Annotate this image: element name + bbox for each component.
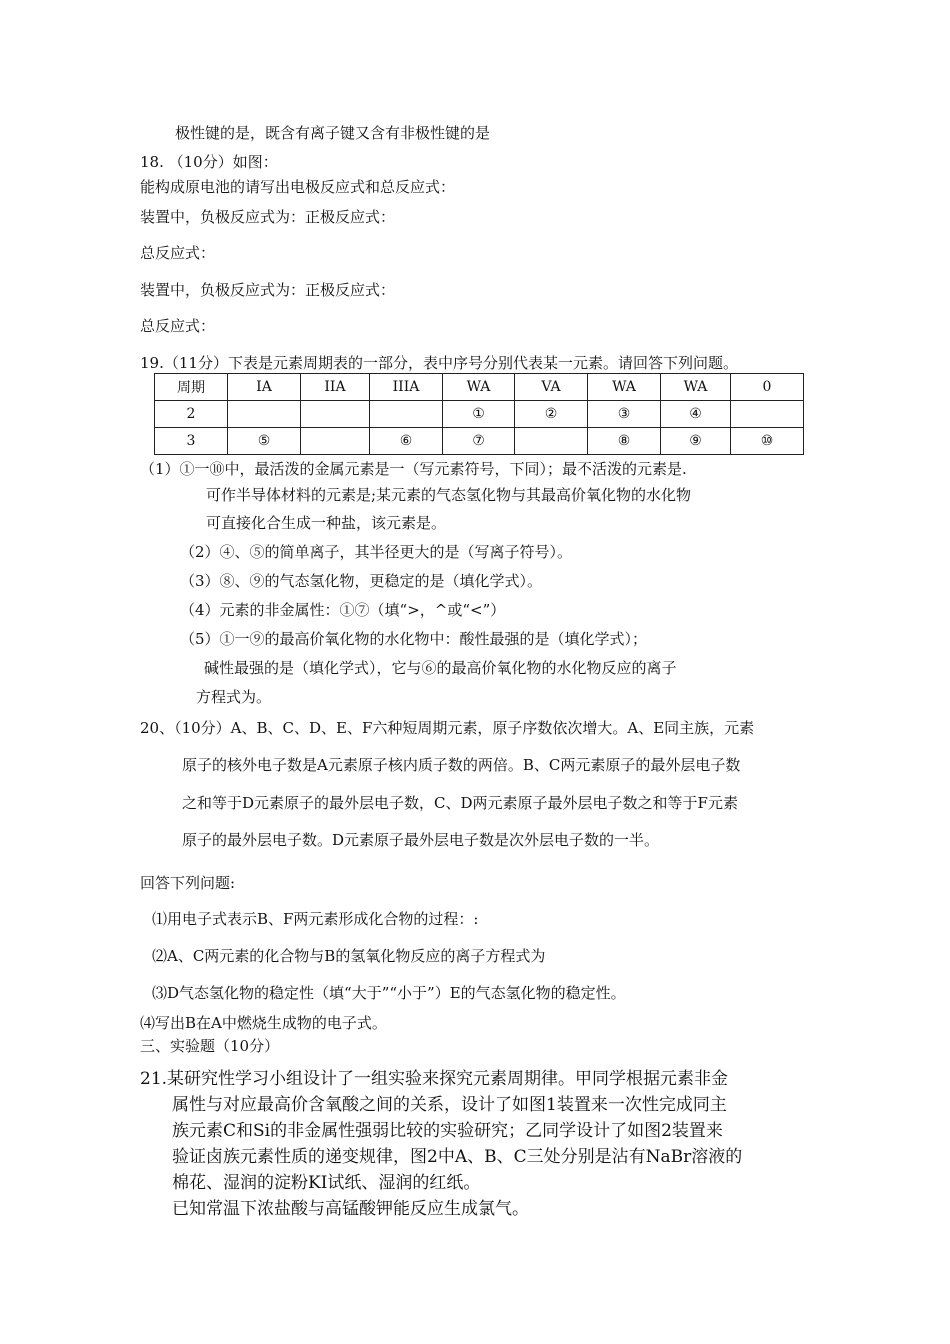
table-cell: ⑨ — [661, 428, 731, 455]
table-cell: ③ — [588, 401, 661, 428]
table-cell: ② — [515, 401, 588, 428]
text-line: 已知常温下浓盐酸与高锰酸钾能反应生成氯气。 — [172, 1199, 529, 1219]
text-line: 回答下列问题: — [140, 874, 236, 892]
q20-item-4: ⑷写出B在A中燃烧生成物的电子式。 — [140, 1014, 387, 1032]
table-header-row — [155, 374, 804, 401]
q20-item-1: ⑴用电子式表示B、F两元素形成化合物的过程：: — [152, 910, 479, 928]
q19-item-5-cont: 碱性最强的是（填化学式），它与⑥的最高价氧化物的水化物反应的离子 — [204, 659, 677, 677]
table-header-cell: 周期 — [155, 374, 228, 401]
text-line: 之和等于D元素原子的最外层电子数，C、D两元素原子最外层电子数之和等于F元素 — [182, 794, 738, 812]
table-cell — [301, 401, 370, 428]
question-20-heading: 20、（10分）A、B、C、D、E、F六种短周期元素，原子序数依次增大。A、E同主族，元素 — [140, 719, 755, 737]
table-cell: 3 — [155, 428, 228, 455]
q20-item-2: ⑵A、C两元素的化合物与B的氢氧化物反应的离子方程式为 — [152, 947, 546, 965]
q19-item-2: （2）④、⑤的简单离子，其半径更大的是（写离子符号）。 — [180, 543, 573, 561]
q19-item-5: （5）①一⑨的最高价氧化物的水化物中：酸性最强的是（填化学式）； — [180, 630, 648, 648]
text-line: 属性与对应最高价含氧酸之间的关系，设计了如图1装置来一次性完成同主 — [172, 1095, 727, 1115]
table-header-cell: WA — [661, 374, 731, 401]
table-cell: ⑩ — [731, 428, 804, 455]
q20-item-3: ⑶D气态氢化物的稳定性（填“大于”“小于”）E的气态氢化物的稳定性。 — [152, 984, 626, 1002]
table-cell: ⑥ — [370, 428, 443, 455]
table-header-cell: 0 — [731, 374, 804, 401]
text-line: 原子的核外电子数是A元素原子核内质子数的两倍。B、C两元素原子的最外层电子数 — [182, 756, 741, 774]
table-cell: ① — [443, 401, 515, 428]
q19-item-3: （3）⑧、⑨的气态氢化物，更稳定的是（填化学式）。 — [180, 572, 543, 590]
question-19-heading: 19.（11分）下表是元素周期表的一部分，表中序号分别代表某一元素。请回答下列问题。 — [140, 354, 738, 372]
table-cell: ④ — [661, 401, 731, 428]
table-header-cell: WA — [443, 374, 515, 401]
table-cell — [228, 401, 301, 428]
table-cell: ⑧ — [588, 428, 661, 455]
table-header-cell: WA — [588, 374, 661, 401]
table-row — [155, 401, 804, 428]
table-cell — [515, 428, 588, 455]
text-line: 原子的最外层电子数。D元素原子最外层电子数是次外层电子数的一半。 — [182, 831, 660, 849]
table-header-cell: VA — [515, 374, 588, 401]
text-line: 总反应式： — [140, 244, 216, 262]
text-line: 验证卤族元素性质的递变规律，图2中A、B、C三处分别是沾有NaBr溶液的 — [172, 1147, 743, 1167]
text-line: 棉花、湿润的淀粉KI试纸、湿润的红纸。 — [172, 1173, 481, 1193]
table-cell: ⑤ — [228, 428, 301, 455]
question-18-heading: 18. （10分）如图： — [140, 153, 278, 171]
table-cell: ⑦ — [443, 428, 515, 455]
table-header-cell: IA — [228, 374, 301, 401]
text-line: 能构成原电池的请写出电极反应式和总反应式： — [140, 178, 456, 196]
q19-item-1: （1）①一⑩中，最活泼的金属元素是一（写元素符号，下同）；最不活泼的元素是. — [140, 460, 687, 478]
table-header-cell: IIA — [301, 374, 370, 401]
q19-item-1-cont: 可直接化合生成一种盐，该元素是。 — [206, 514, 447, 532]
section-heading: 三、实验题（10分） — [140, 1037, 280, 1055]
question-21-heading: 21.某研究性学习小组设计了一组实验来探究元素周期律。甲同学根据元素非金 — [140, 1069, 729, 1089]
text-line: 装置中，负极反应式为：正极反应式： — [140, 208, 396, 226]
periodic-table — [154, 373, 804, 455]
table-cell: 2 — [155, 401, 228, 428]
table-cell — [301, 428, 370, 455]
text-line: 装置中，负极反应式为：正极反应式： — [140, 281, 396, 299]
q19-item-5-cont: 方程式为。 — [196, 688, 272, 706]
q19-item-4: （4）元素的非金属性：①⑦（填“>，^或“<”） — [180, 601, 506, 619]
table-header-cell: IIIA — [370, 374, 443, 401]
table-row — [155, 428, 804, 455]
q19-item-1-cont: 可作半导体材料的元素是;某元素的气态氢化物与其最高价氧化物的水化物 — [206, 486, 692, 504]
text-line: 族元素C和Si的非金属性强弱比较的实验研究；乙同学设计了如图2装置来 — [172, 1121, 723, 1141]
text-line: 总反应式： — [140, 317, 216, 335]
table-cell — [370, 401, 443, 428]
text-line: 极性键的是，既含有离子键又含有非极性键的是 — [175, 124, 491, 142]
table-cell — [731, 401, 804, 428]
